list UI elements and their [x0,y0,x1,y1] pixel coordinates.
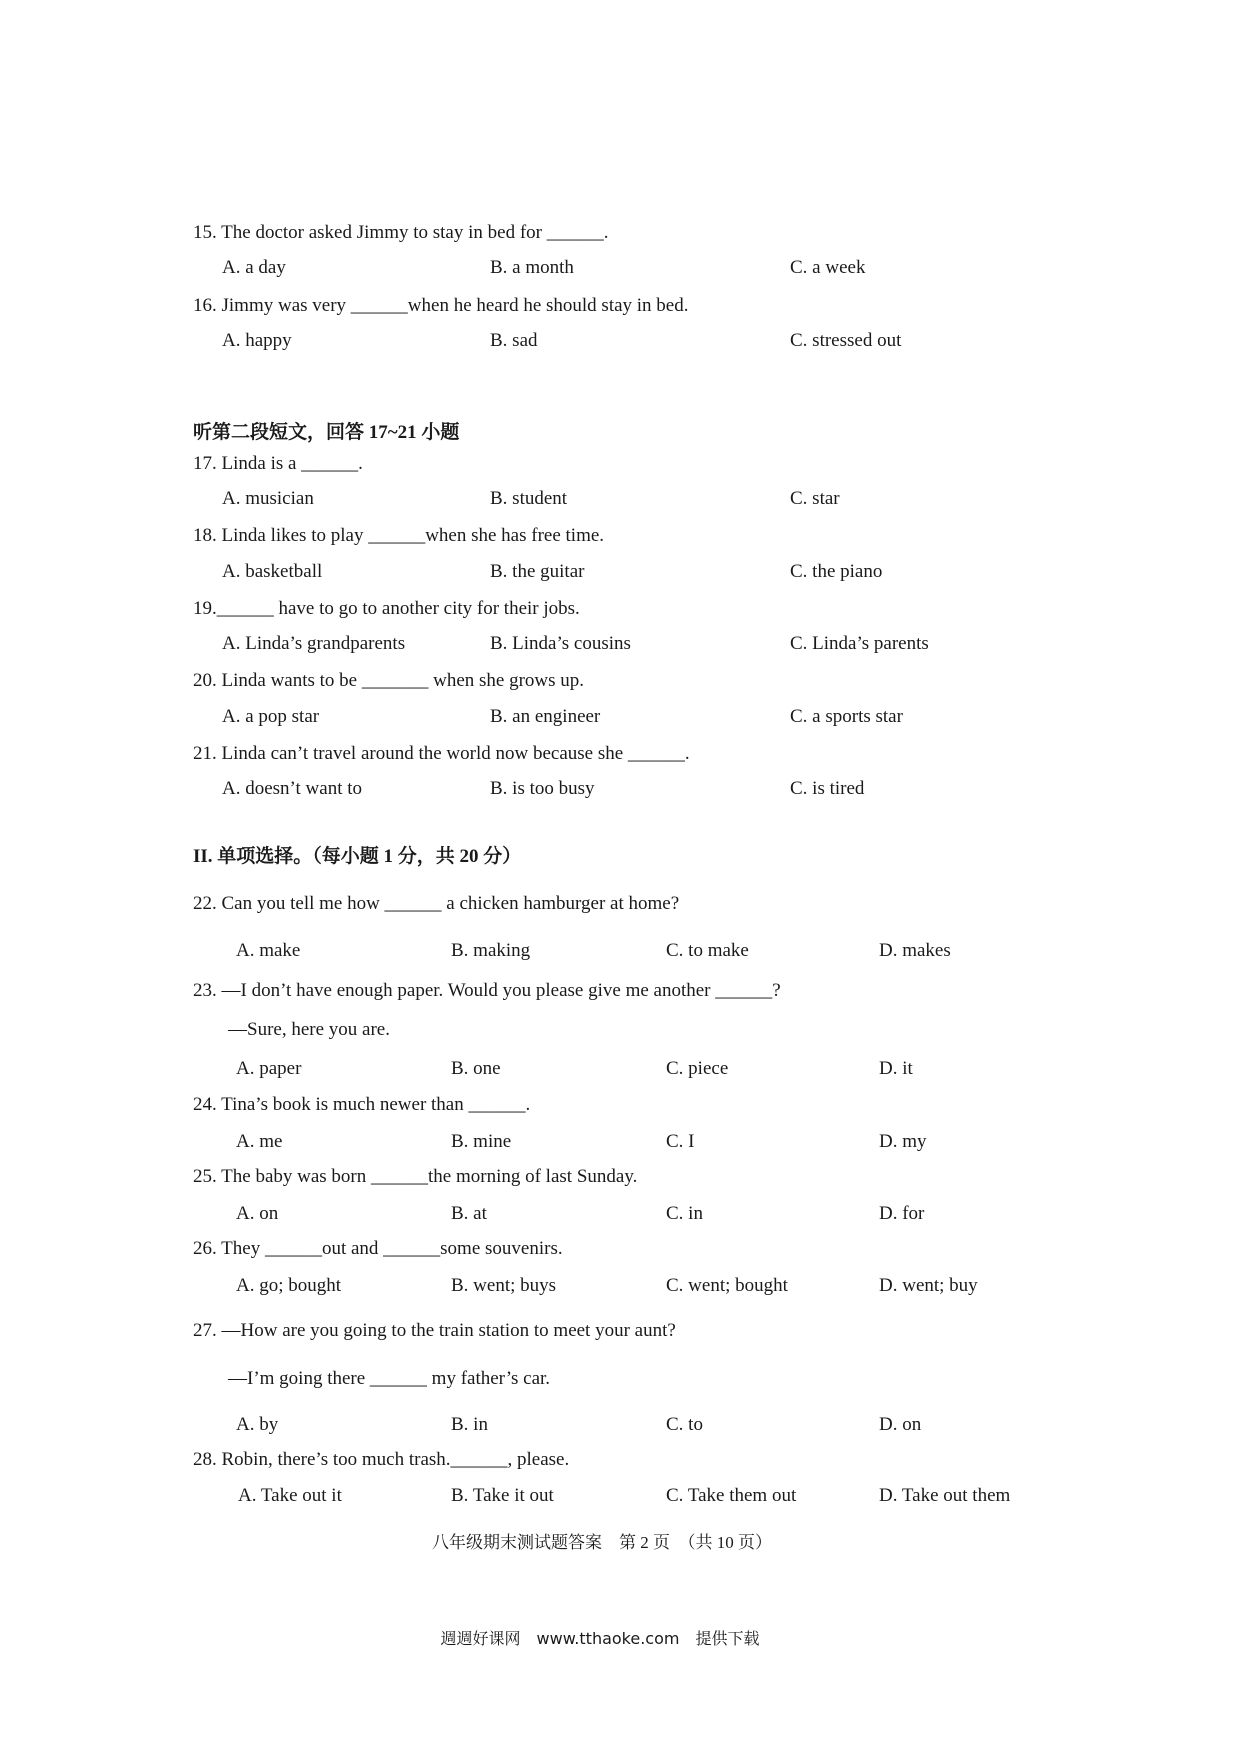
q15-option-a: A. a day [222,257,286,278]
q27-option-d: D. on [879,1414,922,1435]
question-24: 24. Tina’s book is much newer than ______. [193,1094,531,1115]
question-27-reply: —I’m going there ______ my father’s car. [228,1368,551,1389]
q19-option-a: A. Linda’s grandparents [222,633,406,654]
q21-option-b: B. is too busy [490,778,595,799]
q27-option-b: B. in [451,1414,488,1435]
q20-option-b: B. an engineer [490,706,601,727]
q22-option-b: B. making [451,940,531,961]
q22-option-a: A. make [236,940,301,961]
question-23-reply: —Sure, here you are. [228,1019,390,1040]
q26-option-d: D. went; buy [879,1275,978,1296]
q28-option-d: D. Take out them [879,1485,1011,1506]
q28-option-c: C. Take them out [666,1485,797,1506]
q23-option-a: A. paper [236,1058,302,1079]
question-23: 23. —I don’t have enough paper. Would you please give me another ______? [193,980,781,1001]
q15-option-b: B. a month [490,257,574,278]
q19-option-b: B. Linda’s cousins [490,633,631,654]
q19-option-c: C. Linda’s parents [790,633,929,654]
q20-option-c: C. a sports star [790,706,903,727]
question-21: 21. Linda can’t travel around the world now because she ______. [193,743,690,764]
q18-option-b: B. the guitar [490,561,585,582]
q23-option-d: D. it [879,1058,913,1079]
q24-option-c: C. I [666,1131,695,1152]
q25-option-d: D. for [879,1203,925,1224]
q21-option-c: C. is tired [790,778,865,799]
listening-section-2-heading: 听第二段短文，回答 17~21 小题 [193,422,460,443]
question-28: 28. Robin, there’s too much trash.______, please. [193,1449,570,1470]
q16-option-c: C. stressed out [790,330,902,351]
q25-option-a: A. on [236,1203,279,1224]
q17-option-c: C. star [790,488,840,509]
page-footer: 八年级期末测试题答案 第 2 页 （共 10 页） [432,1533,772,1552]
download-credit: 週週好课网 www.tthaoke.com 提供下载 [440,1629,760,1648]
q22-option-d: D. makes [879,940,951,961]
question-17: 17. Linda is a ______. [193,453,363,474]
q18-option-a: A. basketball [222,561,323,582]
q22-option-c: C. to make [666,940,749,961]
q25-option-c: C. in [666,1203,703,1224]
single-choice-heading: II. 单项选择。（每小题 1 分，共 20 分） [193,846,522,867]
q17-option-a: A. musician [222,488,314,509]
q28-option-a: A. Take out it [238,1485,342,1506]
q24-option-b: B. mine [451,1131,512,1152]
q16-option-b: B. sad [490,330,538,351]
q26-option-c: C. went; bought [666,1275,788,1296]
q27-option-c: C. to [666,1414,703,1435]
q26-option-a: A. go; bought [236,1275,342,1296]
question-15: 15. The doctor asked Jimmy to stay in bed for ______. [193,222,609,243]
q23-option-c: C. piece [666,1058,729,1079]
q24-option-a: A. me [236,1131,283,1152]
question-18: 18. Linda likes to play ______when she has free time. [193,525,605,546]
q23-option-b: B. one [451,1058,501,1079]
question-20: 20. Linda wants to be _______ when she grows up. [193,670,585,691]
question-22: 22. Can you tell me how ______ a chicken hamburger at home? [193,893,680,914]
q27-option-a: A. by [236,1414,279,1435]
q28-option-b: B. Take it out [451,1485,554,1506]
question-16: 16. Jimmy was very ______when he heard he should stay in bed. [193,295,689,316]
question-25: 25. The baby was born ______the morning of last Sunday. [193,1166,638,1187]
q16-option-a: A. happy [222,330,292,351]
q25-option-b: B. at [451,1203,487,1224]
q26-option-b: B. went; buys [451,1275,557,1296]
q18-option-c: C. the piano [790,561,883,582]
question-26: 26. They ______out and ______some souvenirs. [193,1238,563,1259]
q15-option-c: C. a week [790,257,866,278]
q20-option-a: A. a pop star [222,706,320,727]
question-19: 19.______ have to go to another city for their jobs. [193,598,580,619]
question-27: 27. —How are you going to the train station to meet your aunt? [193,1320,676,1341]
q21-option-a: A. doesn’t want to [222,778,363,799]
q24-option-d: D. my [879,1131,927,1152]
q17-option-b: B. student [490,488,568,509]
